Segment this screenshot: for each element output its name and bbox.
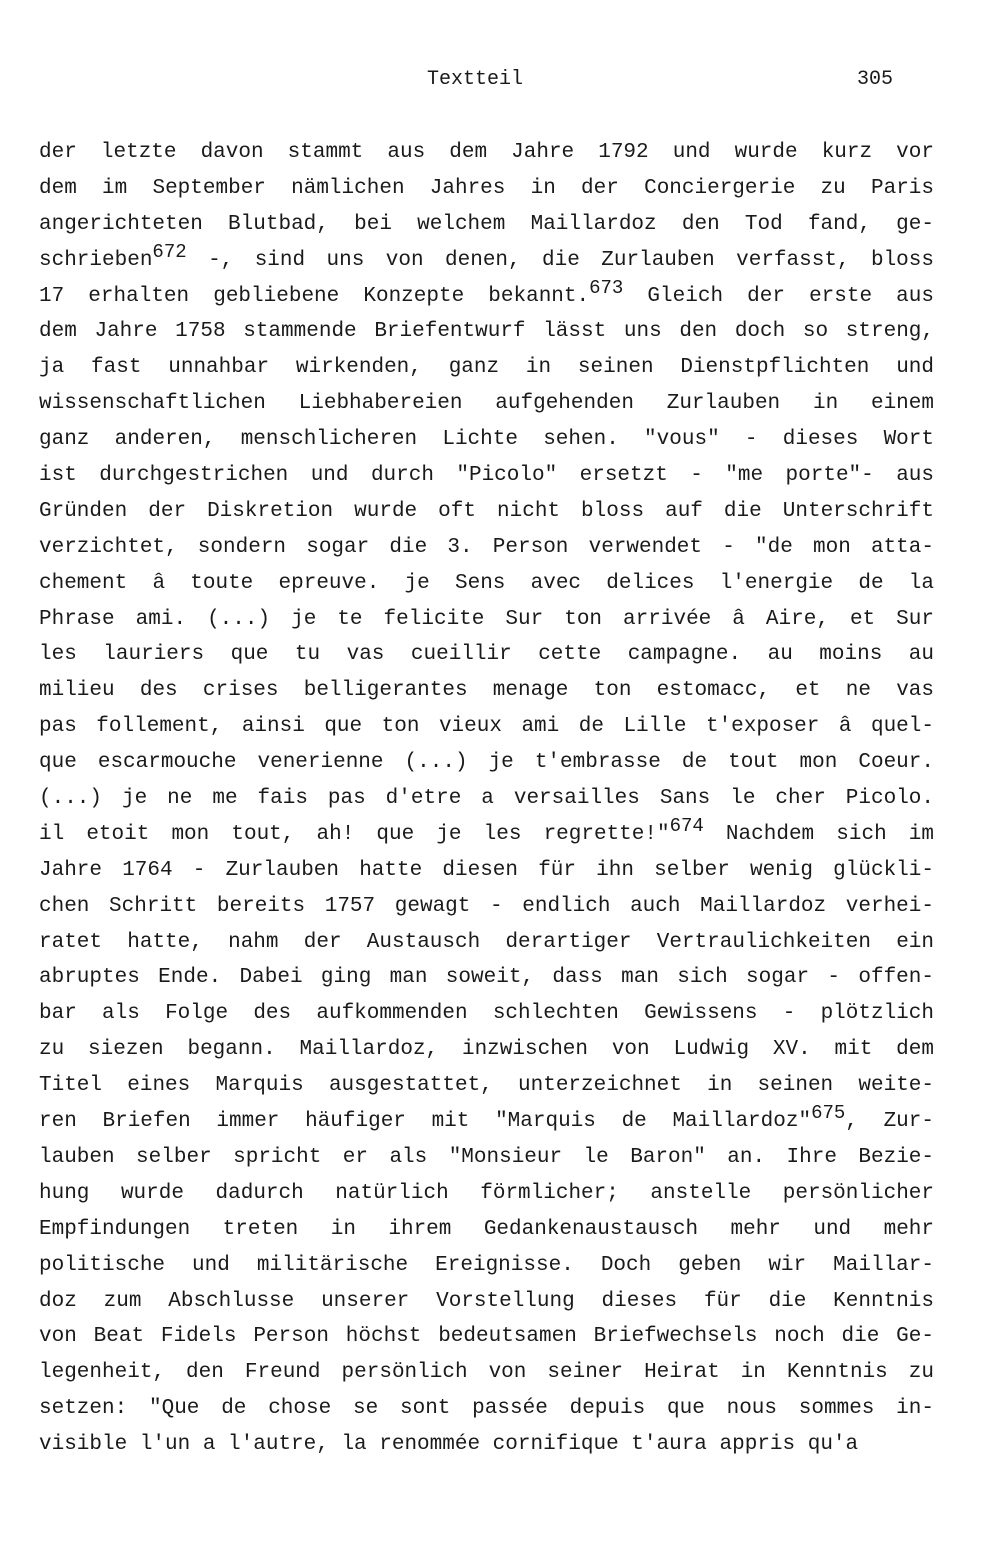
- footnote-marker: 673: [589, 276, 624, 299]
- line-text: (...) je ne me fais pas d'etre a versailles Sans le cher Picolo.: [39, 787, 934, 811]
- text-line: [39, 1140, 934, 1176]
- text-line: [39, 709, 934, 745]
- line-text: abruptes Ende. Dabei ging man soweit, dass man sich sogar - offen-: [39, 966, 934, 990]
- text-line: [39, 814, 934, 853]
- text-line: [39, 171, 934, 207]
- line-text: 17 erhalten gebliebene Konzepte bekannt.: [39, 284, 590, 308]
- line-text: schrieben: [39, 248, 153, 272]
- line-text: milieu des crises belligerantes menage ton estomacc, et ne vas: [39, 679, 934, 703]
- footnote-marker: 672: [152, 240, 187, 263]
- footnote-marker: 674: [669, 814, 704, 837]
- text-line: [39, 602, 934, 638]
- text-line: [39, 853, 934, 889]
- text-line: [39, 386, 934, 422]
- line-text: ren Briefen immer häufiger mit "Marquis de Maillardoz": [39, 1110, 812, 1134]
- line-text: von Beat Fidels Person höchst bedeutsamen Briefwechsels noch die Ge-: [39, 1325, 934, 1349]
- text-line: [39, 1068, 934, 1104]
- text-line: [39, 494, 934, 530]
- line-text: ja fast unnahbar wirkenden, ganz in seinen Dienstpflichten und: [39, 356, 934, 380]
- text-line: [39, 745, 934, 781]
- text-line: [39, 996, 934, 1032]
- line-text: Phrase ami. (...) je te felicite Sur ton arrivée â Aire, et Sur: [39, 607, 934, 631]
- text-line: [39, 530, 934, 566]
- text-line: [39, 1427, 934, 1463]
- text-line: [39, 350, 934, 386]
- body-text: [39, 135, 934, 1463]
- text-line: [39, 960, 934, 996]
- text-line: [39, 135, 934, 171]
- line-text: Gleich der erste aus: [623, 284, 934, 308]
- line-text: zu siezen begann. Maillardoz, inzwischen von Ludwig XV. mit dem: [39, 1038, 934, 1062]
- line-text: ist durchgestrichen und durch "Picolo" ersetzt - "me porte"- aus: [39, 464, 934, 488]
- text-line: [39, 276, 934, 315]
- text-line: [39, 889, 934, 925]
- line-text: pas follement, ainsi que ton vieux ami de Lille t'exposer â quel-: [39, 715, 934, 739]
- line-text: ganz anderen, menschlicheren Lichte sehen. "vous" - dieses Wort: [39, 428, 934, 452]
- text-line: [39, 1284, 934, 1320]
- page-number: 305: [857, 68, 894, 91]
- text-line: [39, 314, 934, 350]
- line-text: Nachdem sich im: [703, 822, 934, 846]
- line-text: Empfindungen treten in ihrem Gedankenaustausch mehr und mehr: [39, 1217, 934, 1241]
- line-text: setzen: "Que de chose se sont passée depuis que nous sommes in-: [39, 1397, 934, 1421]
- line-text: angerichteten Blutbad, bei welchem Maillardoz den Tod fand, ge-: [39, 212, 934, 236]
- line-text: dem im September nämlichen Jahres in der Conciergerie zu Paris: [39, 176, 934, 200]
- line-text: chement â toute epreuve. je Sens avec delices l'energie de la: [39, 571, 934, 595]
- line-text: ratet hatte, nahm der Austausch derartiger Vertraulichkeiten ein: [39, 930, 934, 954]
- text-line: [39, 637, 934, 673]
- line-text: que escarmouche venerienne (...) je t'embrasse de tout mon Coeur.: [39, 751, 934, 775]
- text-line: [39, 781, 934, 817]
- line-text: legenheit, den Freund persönlich von seiner Heirat in Kenntnis zu: [39, 1361, 934, 1385]
- line-text: dem Jahre 1758 stammende Briefentwurf lässt uns den doch so streng,: [39, 320, 934, 344]
- text-line: [39, 207, 934, 243]
- line-text: chen Schritt bereits 1757 gewagt - endlich auch Maillardoz verhei-: [39, 894, 934, 918]
- line-text: visible l'un a l'autre, la renommée cornifique t'aura appris qu'a: [39, 1433, 859, 1457]
- line-text: hung wurde dadurch natürlich förmlicher; anstelle persönlicher: [39, 1181, 934, 1205]
- line-text: Jahre 1764 - Zurlauben hatte diesen für ihn selber wenig glückli-: [39, 858, 934, 882]
- line-text: , Zur-: [845, 1110, 934, 1134]
- text-line: [39, 1104, 934, 1140]
- line-text: il etoit mon tout, ah! que je les regrette!": [39, 822, 670, 846]
- line-text: les lauriers que tu vas cueillir cette campagne. au moins au: [39, 643, 934, 667]
- text-line: [39, 925, 934, 961]
- text-line: [39, 1176, 934, 1212]
- line-text: verzichtet, sondern sogar die 3. Person verwendet - "de mon atta-: [39, 535, 934, 559]
- line-text: -, sind uns von denen, die Zurlauben verfasst, bloss: [186, 248, 934, 272]
- line-text: wissenschaftlichen Liebhabereien aufgehenden Zurlauben in einem: [39, 392, 934, 416]
- line-text: Titel eines Marquis ausgestattet, unterzeichnet in seinen weite-: [39, 1074, 934, 1098]
- line-text: politische und militärische Ereignisse. Doch geben wir Maillar-: [39, 1253, 934, 1277]
- text-line: [39, 1248, 934, 1284]
- text-line: [39, 566, 934, 602]
- text-line: [39, 1391, 934, 1427]
- text-line: [39, 1212, 934, 1248]
- text-line: [39, 458, 934, 494]
- text-line: [39, 1319, 934, 1355]
- text-line: [39, 240, 934, 279]
- line-text: Gründen der Diskretion wurde oft nicht bloss auf die Unterschrift: [39, 499, 934, 523]
- text-line: [39, 1032, 934, 1068]
- footnote-marker: 675: [811, 1102, 846, 1125]
- line-text: lauben selber spricht er als "Monsieur le Baron" an. Ihre Bezie-: [39, 1145, 934, 1169]
- text-line: [39, 673, 934, 709]
- text-line: [39, 422, 934, 458]
- text-line: [39, 1355, 934, 1391]
- line-text: der letzte davon stammt aus dem Jahre 1792 und wurde kurz vor: [39, 141, 934, 164]
- line-text: bar als Folge des aufkommenden schlechten Gewissens - plötzlich: [39, 1002, 934, 1026]
- running-header-title: Textteil: [426, 68, 523, 91]
- line-text: doz zum Abschlusse unserer Vorstellung dieses für die Kenntnis: [39, 1289, 934, 1313]
